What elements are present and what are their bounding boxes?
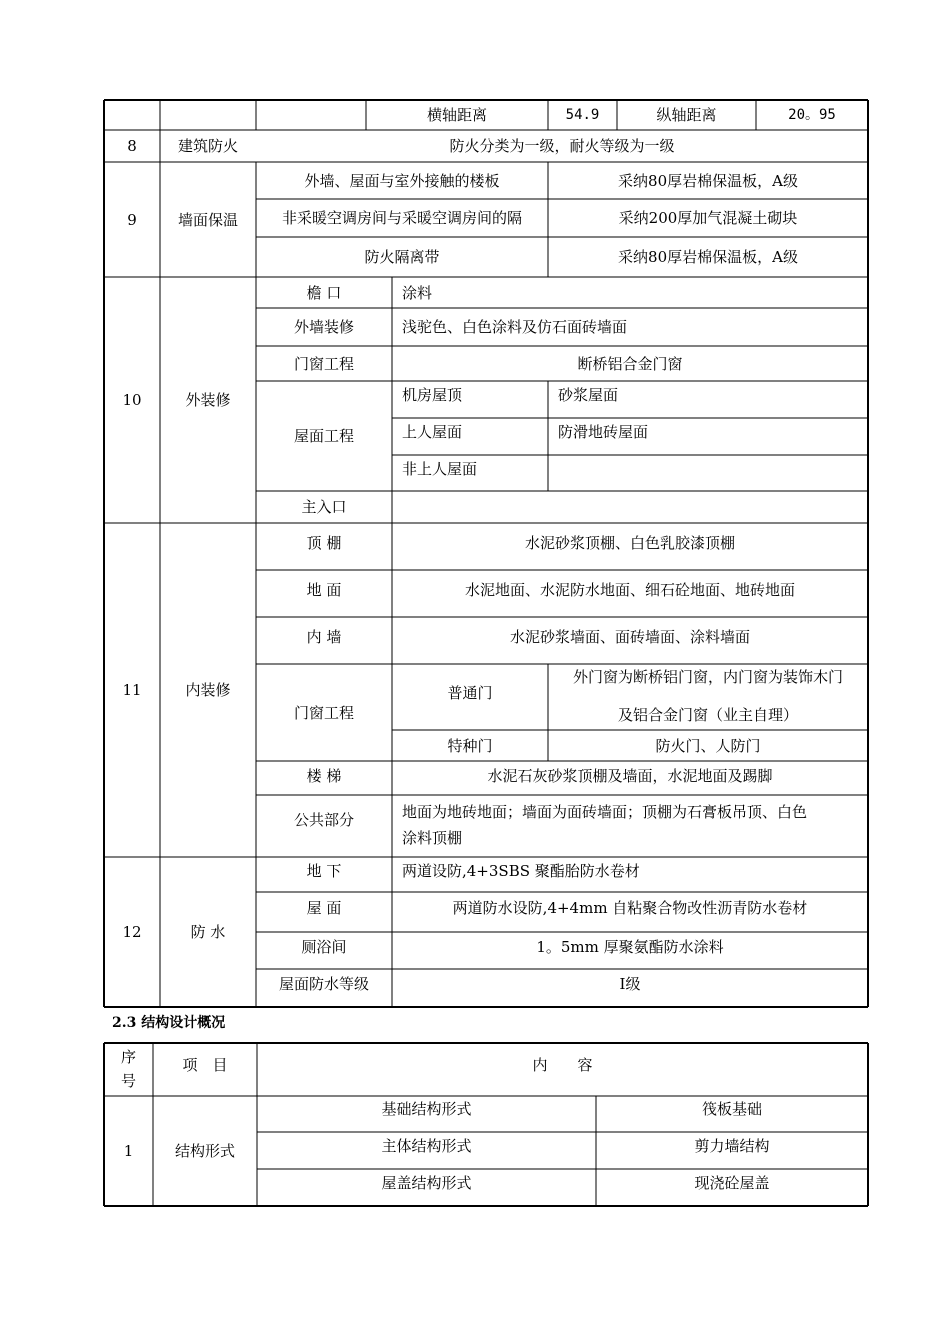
floor-label: 地 面 (306, 581, 342, 599)
row-number: 1 (123, 1142, 134, 1160)
ceiling-label: 顶 棚 (306, 534, 342, 552)
row-item: 内装修 (185, 681, 231, 699)
special-door-value: 防火门、人防门 (655, 736, 761, 755)
roof-item-value: 砂浆屋面 (558, 386, 619, 404)
roof-item-name: 非上人屋面 (402, 460, 478, 478)
stairs-value: 水泥石灰砂浆顶棚及墙面，水泥地面及踢脚 (487, 767, 773, 785)
doors-windows-value: 断桥铝合金门窗 (577, 354, 683, 373)
bathroom-value: 1。5mm 厚聚氨酯防水涂料 (536, 938, 724, 956)
structure-name: 基础结构形式 (381, 1100, 472, 1118)
stairs-label: 楼 梯 (306, 767, 342, 785)
header-no-line1: 序 (120, 1048, 136, 1066)
ceiling-value: 水泥砂浆顶棚、白色乳胶漆顶棚 (524, 534, 735, 552)
structure-value: 剪力墙结构 (694, 1137, 770, 1155)
entrance-value (392, 491, 868, 523)
interior-doors-label: 门窗工程 (293, 703, 354, 722)
waterproof-grade-value: Ⅰ级 (619, 975, 641, 993)
exterior-wall-label: 外墙装修 (293, 318, 354, 336)
public-area-label: 公共部分 (293, 811, 354, 829)
eaves-value: 涂料 (402, 283, 433, 302)
section-heading: 2.3 结构设计概况 (112, 1015, 226, 1031)
basement-label: 地 下 (306, 862, 342, 880)
structure-value: 筏板基础 (701, 1100, 762, 1118)
public-area-value-line2: 涂料顶棚 (402, 829, 463, 847)
structure-name: 屋盖结构形式 (381, 1174, 472, 1192)
exterior-wall-value: 浅驼色、白色涂料及仿石面砖墙面 (402, 318, 628, 336)
roof-label: 屋面工程 (293, 427, 354, 445)
roof-item-name: 上人屋面 (402, 423, 463, 441)
x-axis-value: 54.9 (565, 107, 600, 123)
row-content: 防火分类为一级，耐火等级为一级 (449, 137, 675, 155)
waterproof-grade-label: 屋面防水等级 (278, 975, 369, 993)
row-item: 防 水 (190, 923, 226, 941)
public-area-value-line1: 地面为地砖地面；墙面为面砖墙面；顶棚为石膏板吊顶、白色 (402, 803, 808, 821)
normal-door-value-line2: 及铝合金门窗（业主自理） (617, 706, 798, 724)
roof-item-value (548, 455, 868, 483)
row-number: 9 (127, 210, 137, 229)
row-number: 10 (122, 391, 142, 409)
y-axis-label: 纵轴距离 (656, 106, 717, 124)
row-item: 结构形式 (174, 1142, 235, 1160)
inner-wall-label: 内 墙 (306, 628, 342, 646)
header-no-line2: 号 (120, 1072, 136, 1090)
insulation-spec: 采纳80厚岩棉保温板，A级 (618, 171, 798, 190)
row-number: 8 (127, 137, 137, 155)
structure-name: 主体结构形式 (381, 1137, 472, 1155)
insulation-part: 外墙、屋面与室外接触的楼板 (304, 171, 500, 190)
y-axis-value: 20。95 (788, 107, 836, 123)
x-axis-label: 横轴距离 (426, 106, 487, 124)
roof-waterproof-label: 屋 面 (306, 899, 342, 917)
roof-waterproof-value: 两道防水设防,4+4mm 自粘聚合物改性沥青防水卷材 (452, 899, 808, 917)
special-door-label: 特种门 (447, 736, 493, 755)
roof-item-value: 防滑地砖屋面 (558, 423, 649, 441)
structure-value: 现浇砼屋盖 (694, 1174, 770, 1192)
row-item: 建筑防火 (177, 137, 238, 155)
eaves-label: 檐 口 (306, 283, 342, 302)
normal-door-value-line1: 外门窗为断桥铝门窗，内门窗为装饰木门 (572, 668, 843, 686)
header-item: 项 目 (182, 1056, 228, 1074)
row-item: 墙面保温 (177, 210, 238, 229)
normal-door-label: 普通门 (447, 684, 493, 702)
insulation-part: 防火隔离带 (364, 248, 440, 266)
insulation-spec: 采纳80厚岩棉保温板，A级 (618, 248, 798, 266)
floor-value: 水泥地面、水泥防水地面、细石砼地面、地砖地面 (464, 581, 795, 599)
bathroom-label: 厕浴间 (301, 938, 347, 956)
entrance-label: 主入口 (301, 498, 347, 516)
inner-wall-value: 水泥砂浆墙面、面砖墙面、涂料墙面 (509, 628, 750, 646)
row-number: 11 (122, 681, 142, 699)
basement-value: 两道设防,4+3SBS 聚酯胎防水卷材 (402, 862, 640, 880)
roof-item-name: 机房屋顶 (402, 386, 463, 404)
row-item: 外装修 (185, 391, 231, 409)
doors-windows-label: 门窗工程 (293, 354, 354, 373)
insulation-part: 非采暖空调房间与采暖空调房间的隔 (281, 209, 522, 227)
row-number: 12 (122, 923, 142, 941)
header-content: 内 容 (532, 1056, 593, 1074)
insulation-spec: 采纳200厚加气混凝土砌块 (618, 209, 798, 227)
